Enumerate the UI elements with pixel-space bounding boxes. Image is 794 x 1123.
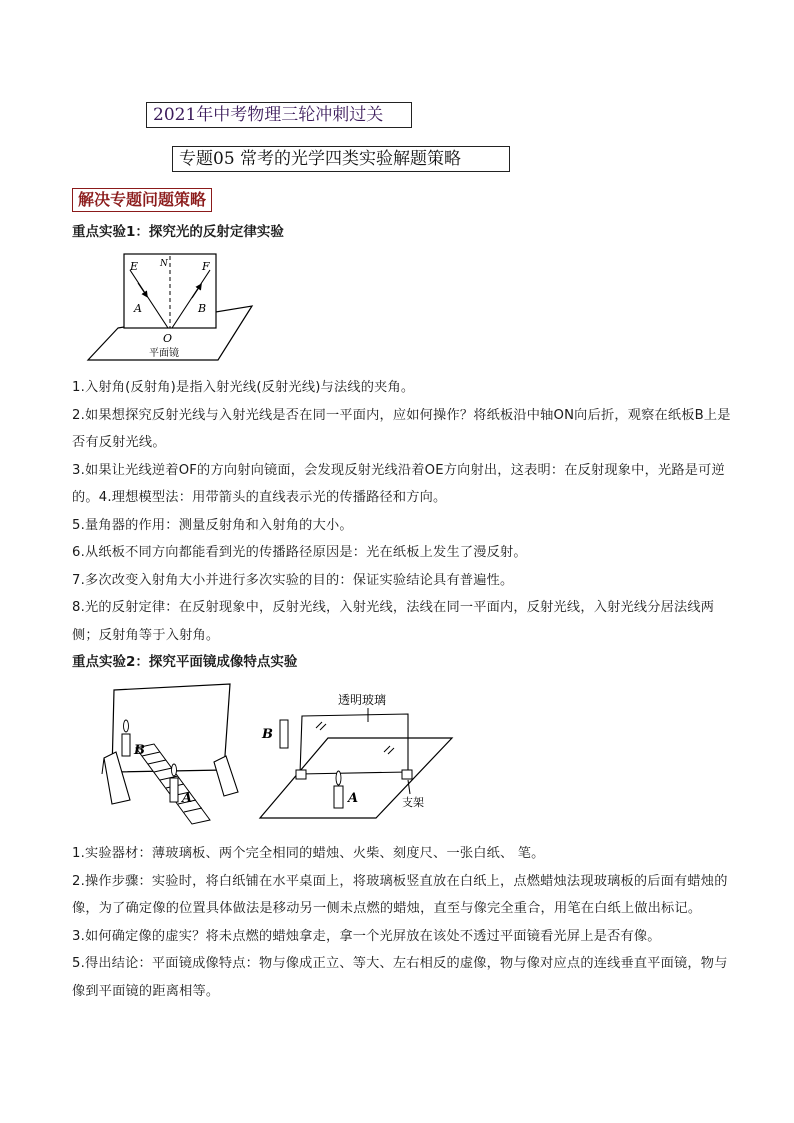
exp1-points: [72, 374, 732, 649]
label-left-B: B: [134, 743, 145, 758]
label-O: O: [163, 332, 173, 345]
label-right-A: A: [348, 791, 359, 806]
label-stand: 支架: [402, 796, 424, 809]
label-A: A: [134, 302, 142, 315]
label-glass: 透明玻璃: [338, 693, 387, 707]
mirror-candle-diagram-right: [258, 686, 460, 826]
exp1-heading: 重点实验1：探究光的反射定律实验: [72, 224, 284, 240]
label-right-B: B: [262, 727, 273, 742]
label-left-A: A: [182, 791, 193, 806]
exp1-point: 5.量角器的作用：测量反射角和入射角的大小。: [72, 517, 353, 533]
label-mirror: 平面镜: [149, 348, 179, 359]
exp1-point: 2.如果想探究反射光线与入射光线是否在同一平面内，应如何操作？将纸板沿中轴ON向后折，观察在纸板B上是否有反射光线。: [72, 407, 731, 450]
exp2-point: 3.如何确定像的虚实？将未点燃的蜡烛拿走，拿一个光屏放在该处不透过平面镜看光屏上是否有像。: [72, 928, 661, 944]
exp1-point: 3.如果让光线逆着OF的方向射向镜面，会发现反射光线沿着OE方向射出，这表明：在反射现象中，光路是可逆的。4.理想模型法：用带箭头的直线表示光的传播路径和方向。: [72, 462, 725, 505]
label-N: N: [160, 259, 168, 269]
section-banner: 解决专题问题策略: [72, 188, 212, 212]
document-title: 2021年中考物理三轮冲刺过关: [146, 102, 412, 128]
label-B: B: [198, 302, 207, 315]
exp2-points: [72, 840, 732, 1005]
document-subtitle: 专题05 常考的光学四类实验解题策略: [172, 146, 510, 172]
exp2-heading: 重点实验2：探究平面镜成像特点实验: [72, 654, 298, 670]
exp1-point: 6.从纸板不同方向都能看到光的传播路径原因是：光在纸板上发生了漫反射。: [72, 545, 527, 560]
exp2-point: 1.实验器材：薄玻璃板、两个完全相同的蜡烛、火柴、刻度尺、一张白纸、 笔。: [72, 846, 545, 861]
reflection-diagram: [86, 250, 256, 365]
mirror-candle-diagram-left: [100, 682, 240, 828]
exp1-point: 8.光的反射定律：在反射现象中，反射光线，入射光线，法线在同一平面内，反射光线，入射光线分居法线两侧；反射角等于入射角。: [72, 600, 715, 643]
exp1-point: 7.多次改变入射角大小并进行多次实验的目的：保证实验结论具有普遍性。: [72, 572, 514, 588]
label-E: E: [130, 260, 139, 273]
exp2-point: 5.得出结论：平面镜成像特点：物与像成正立、等大、左右相反的虚像，物与像对应点的连线垂直平面镜，物与像到平面镜的距离相等。: [72, 956, 728, 999]
glass-plate: [112, 684, 230, 772]
label-F: F: [202, 260, 210, 273]
exp1-point: 1.入射角(反射角)是指入射光线(反射光线)与法线的夹角。: [72, 380, 415, 395]
exp2-point: 2.操作步骤：实验时，将白纸铺在水平桌面上，将玻璃板竖直放在白纸上，点燃蜡烛法现玻璃板的后面有蜡烛的像，为了确定像的位置具体做法是移动另一侧未点燃的蜡烛，直至与像完全重合，用笔在白纸上做出标记。: [72, 873, 728, 916]
